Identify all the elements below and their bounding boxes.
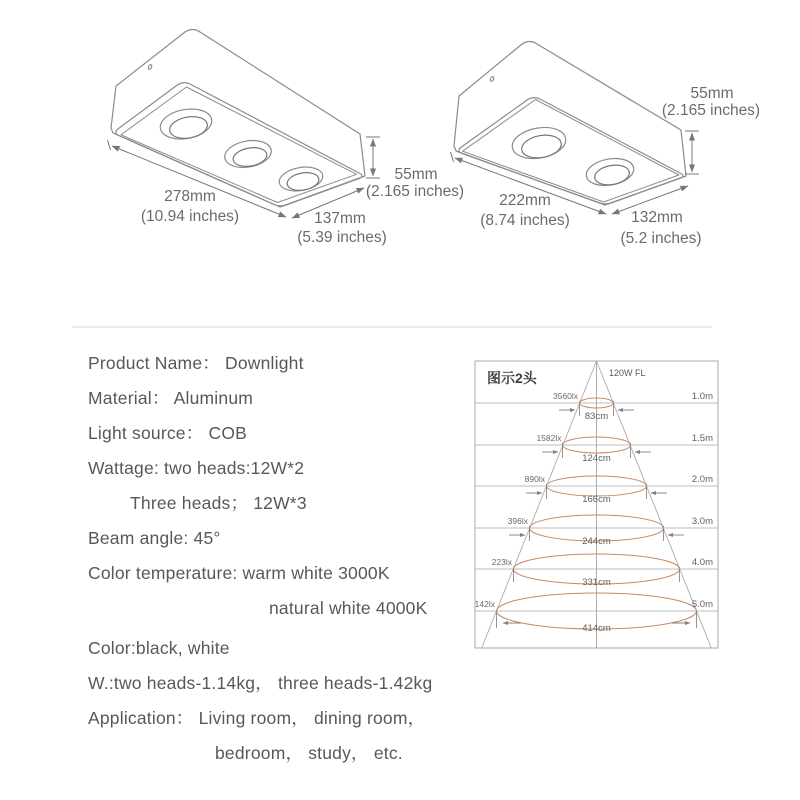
lux-label: 890lx — [524, 474, 545, 484]
two-head-dimension-lines — [451, 131, 700, 214]
fixture-face-rim — [121, 87, 357, 203]
two-head-fixture-drawing — [454, 42, 686, 206]
mount-hole-icon — [490, 76, 495, 82]
height-dimension-mm: 55mm — [690, 85, 734, 102]
length-dimension-inches: (10.94 inches) — [140, 208, 240, 225]
spec-color-temp-cont: natural white 4000K — [269, 598, 428, 618]
lamp-opening-icon — [510, 124, 568, 163]
diameter-label: 166cm — [582, 494, 611, 505]
width-dimension-mm: 132mm — [631, 209, 683, 226]
lamp-opening-icon — [158, 105, 214, 143]
lamp-opening-icon — [277, 164, 324, 194]
lux-label: 223lx — [491, 557, 512, 567]
width-dimension-inches: (5.39 inches) — [297, 229, 387, 246]
spec-color: Color:black, white — [88, 638, 230, 658]
diameter-label: 83cm — [584, 411, 609, 422]
height-dimension-inches: (2.165 inches) — [661, 102, 761, 119]
lux-label: 3560lx — [552, 391, 578, 401]
beam-diagram-title: 图示2头 — [487, 370, 537, 386]
spec-application: Application： Living room， dining room， — [88, 708, 426, 728]
distance-label: 1.0m — [691, 391, 713, 402]
length-dimension-mm: 278mm — [164, 188, 216, 205]
fixture-face-outline — [116, 83, 362, 206]
diameter-label: 414cm — [582, 623, 611, 634]
length-dimension-mm: 222mm — [499, 192, 551, 209]
beam-source-label: 120W FL — [609, 368, 646, 378]
distance-label: 3.0m — [691, 516, 713, 527]
lux-label: 396lx — [507, 516, 528, 526]
spec-application-cont: bedroom， study， etc. — [215, 743, 403, 763]
diameter-label: 124cm — [582, 453, 611, 464]
width-dimension-mm: 137mm — [314, 210, 366, 227]
distance-label: 2.0m — [691, 474, 713, 485]
three-head-fixture-drawing — [111, 30, 365, 208]
spec-weight: W.:two heads-1.14kg， three heads-1.42kg — [88, 673, 433, 693]
length-dimension-inches: (8.74 inches) — [480, 212, 570, 229]
fixture-body-outline — [111, 30, 365, 208]
lamp-recess-icon — [232, 145, 269, 169]
spec-material: Material： Aluminum — [88, 388, 254, 408]
lamp-recess-icon — [520, 132, 563, 161]
spec-beam-angle: Beam angle: 45° — [88, 528, 221, 548]
diameter-label: 331cm — [582, 577, 611, 588]
beam-diagram — [475, 361, 718, 648]
spec-wattage: Wattage: two heads:12W*2 — [88, 458, 305, 478]
section-divider — [72, 326, 712, 328]
spec-product-name: Product Name： Downlight — [88, 353, 304, 373]
distance-label: 5.0m — [691, 599, 713, 610]
mount-hole-icon — [148, 64, 153, 70]
lamp-opening-icon — [584, 155, 636, 189]
height-dimension-mm: 55mm — [394, 166, 438, 183]
diameter-label: 244cm — [582, 536, 611, 547]
fixture-body-outline — [454, 42, 686, 206]
spec-wattage-cont: Three heads； 12W*3 — [130, 493, 307, 513]
distance-label: 4.0m — [691, 557, 713, 568]
lux-label: 142lx — [474, 599, 495, 609]
lamp-recess-icon — [168, 114, 209, 141]
width-dimension-inches: (5.2 inches) — [620, 230, 702, 247]
distance-label: 1.5m — [691, 433, 713, 444]
lux-label: 1582lx — [536, 433, 562, 443]
product-specs — [88, 346, 508, 771]
height-dimension-inches: (2.165 inches) — [365, 183, 465, 200]
fixture-face-outline — [459, 98, 683, 204]
spec-light-source: Light source： COB — [88, 423, 248, 443]
lamp-recess-icon — [593, 163, 631, 188]
spec-color-temperature: Color temperature: warm white 3000K — [88, 563, 390, 583]
